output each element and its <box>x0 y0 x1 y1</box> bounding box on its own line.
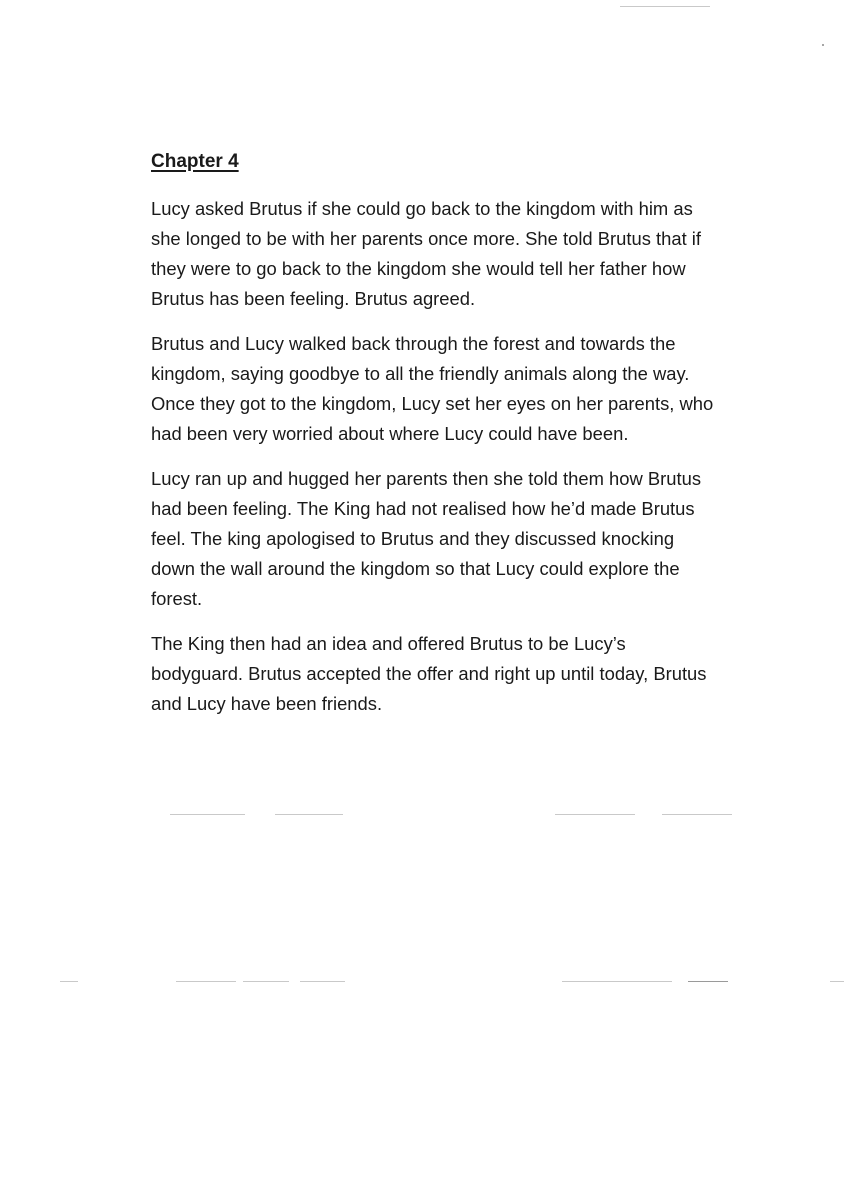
story-text <box>151 194 721 734</box>
scan-mark <box>555 814 635 815</box>
scan-mark <box>176 981 236 982</box>
scan-mark <box>620 6 710 7</box>
scan-mark <box>688 981 728 982</box>
chapter-heading: Chapter 4 <box>151 151 239 172</box>
scan-mark <box>300 981 345 982</box>
scan-mark <box>60 981 78 982</box>
scan-mark <box>830 981 844 982</box>
scan-mark <box>170 814 245 815</box>
scan-mark <box>562 981 672 982</box>
paragraph: Brutus and Lucy walked back through the forest and towards the kingdom, saying goodbye to all the friendly animals along the way. Once they got to the kingdom, Lucy set her eyes on her parents, who had been very worried about where Lucy could have been. <box>151 333 714 444</box>
paragraph: The King then had an idea and offered Brutus to be Lucy’s bodyguard. Brutus accepted the offer and right up until today, Brutus and Lucy have been friends. <box>151 633 707 714</box>
scan-speck <box>822 44 824 46</box>
paragraph: Lucy ran up and hugged her parents then she told them how Brutus had been feeling. The King had not realised how he’d made Brutus feel. The king apologised to Brutus and they discussed knocking down the wall around the kingdom so that Lucy could explore the forest. <box>151 468 702 609</box>
scan-mark <box>275 814 343 815</box>
paragraph: Lucy asked Brutus if she could go back to the kingdom with him as she longed to be with her parents once more. She told Brutus that if they were to go back to the kingdom she would tell her father how Brutus has been feeling. Brutus agreed. <box>151 198 702 309</box>
scan-mark <box>662 814 732 815</box>
scan-mark <box>243 981 289 982</box>
